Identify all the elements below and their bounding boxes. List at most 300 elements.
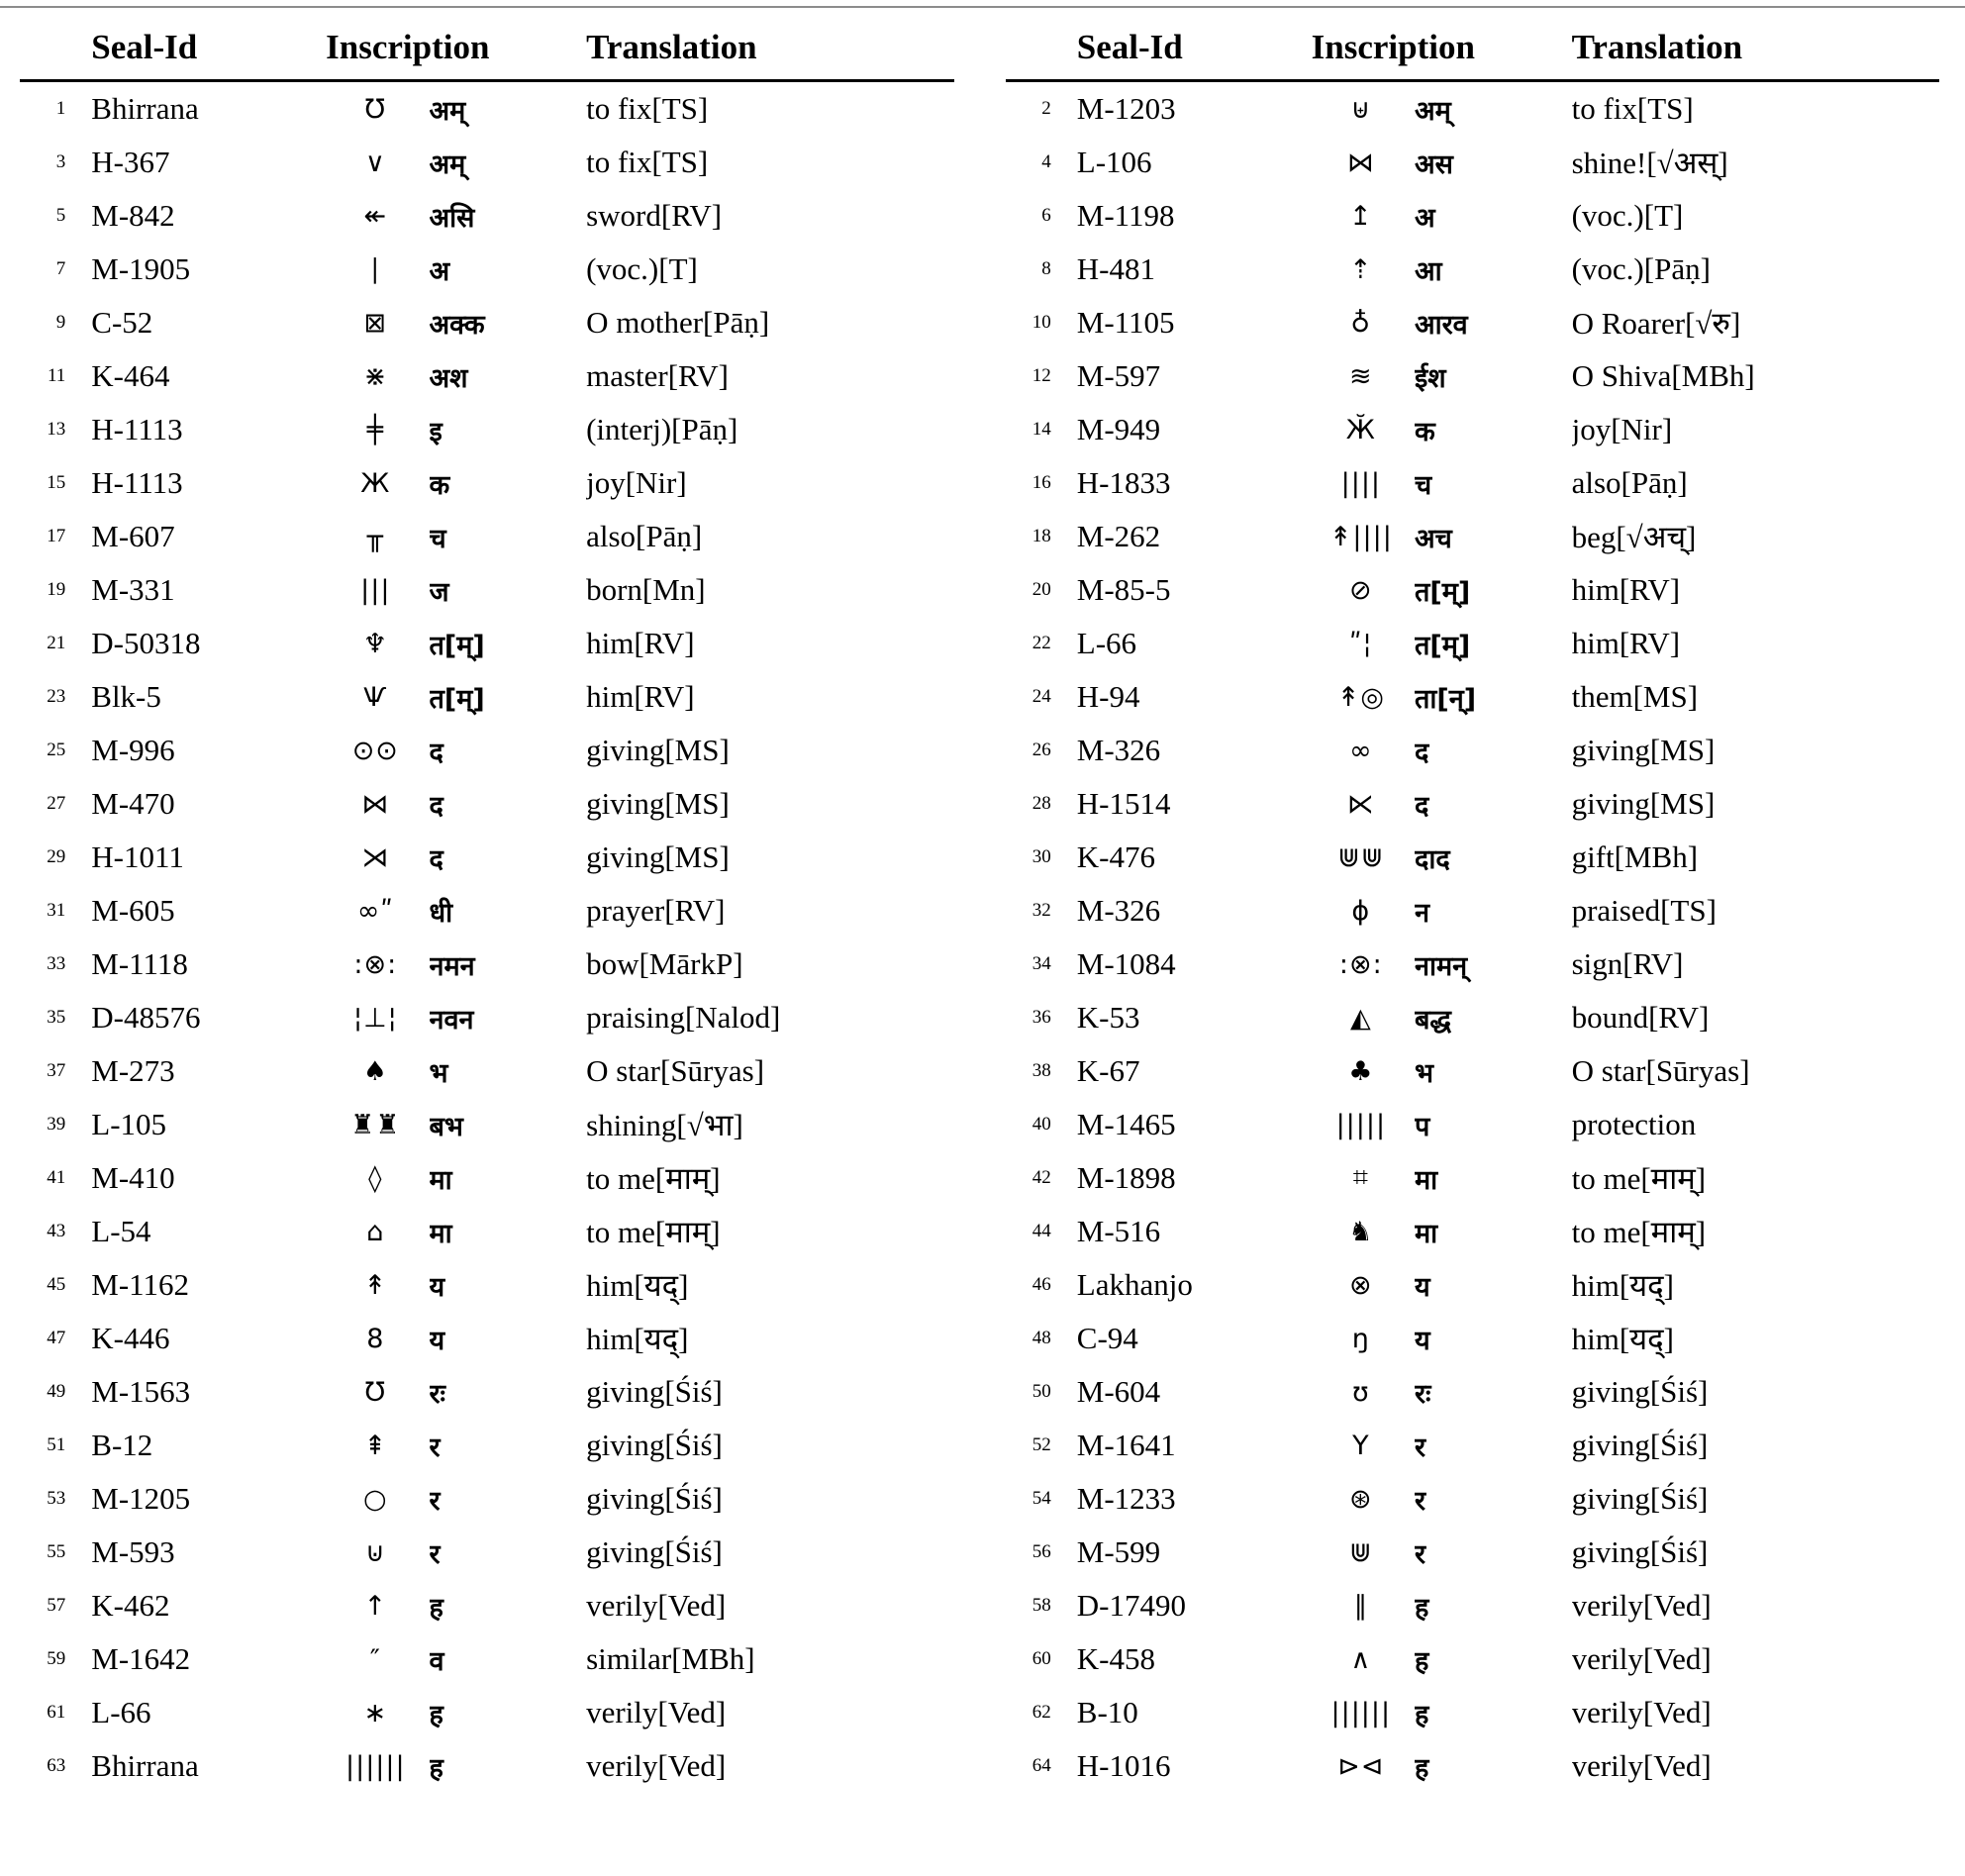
row-number: 32	[1032, 900, 1051, 921]
table-row	[1006, 617, 1940, 670]
seal-id: M-842	[91, 198, 175, 233]
seal-id: H-1833	[1076, 465, 1171, 500]
seal-id: M-1465	[1076, 1107, 1176, 1141]
table-row	[20, 938, 954, 991]
translation-text: him[यद्]	[586, 1322, 689, 1356]
translation-text: joy[Nir]	[1571, 412, 1673, 446]
translation-text: giving[Śiś]	[1571, 1534, 1709, 1569]
devanagari-reading: अस	[1415, 148, 1453, 180]
indus-inscription-glyph: ⊍	[364, 1536, 386, 1568]
indus-inscription-glyph: ⊙⊙	[351, 735, 399, 766]
row-number: 9	[55, 312, 66, 333]
table-row	[20, 777, 954, 831]
translation-text: (voc.)[T]	[1571, 198, 1684, 233]
seal-id: B-12	[91, 1428, 153, 1462]
row-number: 61	[47, 1702, 66, 1723]
seal-id: M-593	[91, 1534, 175, 1569]
indus-inscription-glyph: ↑	[363, 1590, 388, 1622]
seal-id: H-481	[1076, 251, 1155, 286]
seal-id: K-67	[1076, 1053, 1140, 1088]
translation-text: giving[Śiś]	[586, 1481, 723, 1516]
col-header-inscription: Inscription	[322, 14, 586, 81]
translation-text: (voc.)[Pāṇ]	[1571, 251, 1711, 286]
seal-id: H-1016	[1076, 1748, 1171, 1783]
devanagari-reading: च	[1415, 469, 1432, 501]
devanagari-reading: त[म्]	[429, 630, 485, 661]
devanagari-reading: त[म्]	[429, 683, 485, 715]
indus-inscription-glyph: ||||||	[1330, 1697, 1392, 1728]
translation-text: him[RV]	[1571, 626, 1681, 660]
seal-id: K-53	[1076, 1000, 1140, 1035]
table-row	[20, 991, 954, 1044]
devanagari-reading: त[म्]	[1415, 576, 1471, 608]
row-number: 1	[55, 98, 66, 119]
seal-id: M-599	[1076, 1534, 1161, 1569]
indus-inscription-glyph: ʊ	[1351, 1376, 1370, 1408]
table-row	[1006, 1739, 1940, 1793]
devanagari-reading: य	[1415, 1271, 1430, 1303]
indus-inscription-glyph: ♣	[1348, 1055, 1374, 1087]
seal-id: L-66	[91, 1695, 151, 1729]
translation-text: master[RV]	[586, 358, 729, 393]
indus-inscription-glyph: ϕ	[1351, 895, 1371, 927]
translation-text: him[RV]	[1571, 572, 1681, 607]
table-row	[1006, 1579, 1940, 1632]
table-row	[1006, 243, 1940, 296]
table-row	[1006, 1419, 1940, 1472]
seal-id: K-462	[91, 1588, 170, 1623]
devanagari-reading: व	[429, 1645, 444, 1677]
translation-text: them[MS]	[1571, 679, 1699, 714]
devanagari-reading: र	[429, 1432, 441, 1463]
devanagari-reading: भ	[1415, 1057, 1433, 1089]
devanagari-reading: ह	[429, 1699, 443, 1730]
devanagari-reading: र	[1415, 1432, 1426, 1463]
translation-text: similar[MBh]	[586, 1641, 755, 1676]
seal-id: M-273	[91, 1053, 175, 1088]
row-number: 8	[1041, 258, 1051, 279]
indus-inscription-glyph: ≋	[1349, 360, 1373, 392]
row-number: 33	[47, 953, 66, 974]
table-row	[20, 243, 954, 296]
indus-inscription-glyph: |||||	[1335, 1109, 1387, 1140]
seal-id: D-50318	[91, 626, 201, 660]
table-row	[20, 136, 954, 189]
devanagari-reading: नमन	[429, 950, 475, 982]
translation-text: (voc.)[T]	[586, 251, 698, 286]
indus-inscription-glyph: ⋓	[1349, 1536, 1373, 1568]
devanagari-reading: मा	[1415, 1164, 1438, 1196]
seal-id: M-1203	[1076, 91, 1176, 126]
devanagari-reading: रः	[1415, 1378, 1431, 1410]
devanagari-reading: क	[429, 469, 450, 501]
row-number: 3	[55, 151, 66, 172]
seal-id: M-1233	[1076, 1481, 1176, 1516]
seal-id: M-597	[1076, 358, 1161, 393]
row-number: 37	[47, 1060, 66, 1081]
indus-inscription-glyph: :⊗:	[1338, 948, 1383, 980]
row-number: 6	[1041, 205, 1051, 226]
row-number: 13	[47, 419, 66, 440]
devanagari-reading: अ	[1415, 202, 1435, 234]
translation-text: O star[Sūryas]	[1571, 1053, 1750, 1088]
indus-inscription-glyph: ↟◎	[1336, 681, 1385, 713]
devanagari-reading: य	[1415, 1325, 1430, 1356]
seal-id: H-1514	[1076, 786, 1171, 821]
indus-inscription-glyph: ¦⊥¦	[352, 1002, 398, 1034]
row-number: 50	[1032, 1381, 1051, 1402]
indus-inscription-glyph: ○	[363, 1483, 388, 1515]
seal-id: M-1198	[1076, 198, 1175, 233]
translation-text: giving[MS]	[586, 839, 730, 874]
translation-text: him[यद्]	[1571, 1268, 1674, 1303]
devanagari-reading: बद्ध	[1415, 1004, 1452, 1036]
translation-text: him[यद्]	[586, 1268, 689, 1303]
indus-inscription-glyph: ⇞	[363, 1430, 388, 1461]
table-row	[20, 1312, 954, 1365]
translation-text: giving[MS]	[586, 733, 730, 767]
row-number: 18	[1032, 526, 1051, 546]
table-row	[1006, 1526, 1940, 1579]
row-number: 20	[1032, 579, 1051, 600]
translation-text: verily[Ved]	[1571, 1588, 1712, 1623]
table-row	[1006, 81, 1940, 137]
indus-inscription-glyph: ⋇	[363, 360, 388, 392]
row-number: 36	[1032, 1007, 1051, 1028]
devanagari-reading: ह	[1415, 1645, 1429, 1677]
devanagari-reading: मा	[429, 1218, 452, 1249]
table-row	[1006, 1205, 1940, 1258]
row-number: 19	[47, 579, 66, 600]
table-row	[1006, 1044, 1940, 1098]
seal-id: M-607	[91, 519, 175, 553]
translation-text: to me[माम्]	[1571, 1161, 1707, 1196]
indus-inscription-glyph: ||||	[1340, 467, 1382, 499]
seal-id: M-1105	[1076, 305, 1175, 340]
translation-text: also[Pāṇ]	[586, 519, 703, 553]
devanagari-reading: अम्	[429, 95, 466, 127]
translation-text: sign[RV]	[1571, 946, 1684, 981]
translation-text: O mother[Pāṇ]	[586, 305, 770, 340]
indus-inscription-glyph: ↥	[1349, 200, 1373, 232]
table-row	[1006, 563, 1940, 617]
table-row	[1006, 1098, 1940, 1151]
row-number: 51	[47, 1434, 66, 1455]
row-number: 62	[1032, 1702, 1051, 1723]
indus-inscription-glyph: |||	[360, 574, 391, 606]
translation-text: beg[√अच्]	[1571, 520, 1697, 554]
seal-id: M-996	[91, 733, 175, 767]
indus-inscription-glyph: ⌂	[366, 1216, 385, 1247]
indus-inscription-glyph: ⇡	[1349, 253, 1373, 285]
seal-id: H-1113	[91, 412, 183, 446]
col-header-blank	[20, 14, 91, 81]
col-header-inscription: Inscription	[1308, 14, 1572, 81]
devanagari-reading: मा	[429, 1164, 452, 1196]
table-header-left	[20, 14, 954, 81]
devanagari-reading: नवन	[429, 1004, 474, 1036]
table-row	[20, 189, 954, 243]
row-number: 45	[47, 1274, 66, 1295]
translation-text: giving[Śiś]	[1571, 1481, 1709, 1516]
seal-id: M-326	[1076, 733, 1161, 767]
indus-inscription-glyph: ↟	[363, 1269, 388, 1301]
indus-inscription-glyph: 8	[366, 1323, 385, 1354]
translation-text: giving[MS]	[586, 786, 730, 821]
seal-id: M-1118	[91, 946, 188, 981]
indus-inscription-glyph: ♞	[1348, 1216, 1374, 1247]
devanagari-reading: न	[1415, 897, 1430, 929]
table-row	[1006, 938, 1940, 991]
translation-text: verily[Ved]	[1571, 1748, 1712, 1783]
row-number: 5	[55, 205, 66, 226]
table-row	[20, 349, 954, 403]
translation-text: giving[MS]	[1571, 786, 1716, 821]
translation-text: born[Mn]	[586, 572, 706, 607]
translation-text: verily[Ved]	[1571, 1641, 1712, 1676]
indus-inscription-glyph: ♁	[1350, 307, 1372, 339]
row-number: 11	[47, 365, 66, 386]
row-number: 41	[47, 1167, 66, 1188]
table-row	[20, 1044, 954, 1098]
indus-inscription-glyph: Ѱ	[363, 681, 388, 713]
seal-id: M-85-5	[1076, 572, 1171, 607]
table-row	[1006, 1258, 1940, 1312]
row-number: 30	[1032, 846, 1051, 867]
row-number: 17	[47, 526, 66, 546]
indus-inscription-glyph: ⋊	[361, 841, 390, 873]
devanagari-reading: र	[429, 1538, 441, 1570]
indus-inscription-glyph: ⋈	[361, 788, 390, 820]
translation-text: verily[Ved]	[1571, 1695, 1712, 1729]
devanagari-reading: इ	[429, 416, 442, 447]
devanagari-reading: द	[1415, 737, 1429, 768]
translation-text: verily[Ved]	[586, 1695, 727, 1729]
devanagari-reading: क	[1415, 416, 1435, 447]
col-header-blank	[1006, 14, 1077, 81]
seal-id: M-516	[1076, 1214, 1161, 1248]
devanagari-reading: अ	[429, 255, 450, 287]
indus-inscription-glyph: ╥	[366, 521, 384, 552]
devanagari-reading: र	[1415, 1538, 1426, 1570]
col-header-translation: Translation	[586, 14, 953, 81]
row-number: 4	[1041, 151, 1051, 172]
seal-id: M-1641	[1076, 1428, 1176, 1462]
devanagari-reading: य	[429, 1325, 445, 1356]
table-row	[20, 403, 954, 456]
devanagari-reading: द	[429, 737, 443, 768]
translation-text: to fix[TS]	[586, 145, 709, 179]
translation-text: protection	[1571, 1107, 1697, 1141]
table-row	[20, 1632, 954, 1686]
translation-text: to me[माम्]	[586, 1215, 721, 1249]
translation-text: giving[MS]	[1571, 733, 1716, 767]
seal-id: M-1905	[91, 251, 191, 286]
indus-inscription-glyph: Ӂ	[1345, 414, 1376, 445]
row-number: 55	[47, 1541, 66, 1562]
table-row	[1006, 777, 1940, 831]
row-number: 52	[1032, 1434, 1051, 1455]
indus-inscription-glyph: ↞	[363, 200, 388, 232]
indus-inscription-glyph: Ж	[360, 467, 391, 499]
seal-id: M-949	[1076, 412, 1161, 446]
devanagari-reading: ह	[1415, 1592, 1429, 1624]
indus-inscription-glyph: ↟||||	[1328, 521, 1393, 552]
indus-inscription-glyph: ∗	[363, 1697, 388, 1728]
translation-text: giving[Śiś]	[1571, 1428, 1709, 1462]
table-row	[1006, 1632, 1940, 1686]
table-row	[20, 1365, 954, 1419]
devanagari-reading: दाद	[1415, 843, 1450, 875]
translation-text: him[RV]	[586, 679, 695, 714]
devanagari-reading: ज	[429, 576, 449, 608]
translation-text: shining[√भा]	[586, 1108, 743, 1142]
row-number: 44	[1032, 1221, 1051, 1241]
indus-inscription-glyph: ⋉	[1346, 788, 1375, 820]
translation-text: verily[Ved]	[586, 1588, 727, 1623]
seal-id: B-10	[1076, 1695, 1138, 1729]
table-row	[20, 670, 954, 724]
seal-id: Bhirrana	[91, 1748, 199, 1783]
devanagari-reading: धी	[429, 897, 453, 929]
devanagari-reading: रः	[429, 1378, 446, 1410]
row-number: 31	[47, 900, 66, 921]
devanagari-reading: ह	[1415, 1699, 1429, 1730]
seal-id: D-48576	[91, 1000, 201, 1035]
table-row	[1006, 1686, 1940, 1739]
devanagari-reading: र	[429, 1485, 441, 1517]
devanagari-reading: अश	[429, 362, 468, 394]
seal-id: M-262	[1076, 519, 1161, 553]
devanagari-reading: असि	[429, 202, 475, 234]
translation-text: bound[RV]	[1571, 1000, 1710, 1035]
row-number: 14	[1032, 419, 1051, 440]
table-row	[20, 724, 954, 777]
translation-text: to fix[TS]	[1571, 91, 1694, 126]
row-number: 23	[47, 686, 66, 707]
translation-text: also[Pāṇ]	[1571, 465, 1688, 500]
table-row	[20, 1526, 954, 1579]
row-number: 63	[47, 1755, 66, 1776]
seal-id: M-470	[91, 786, 175, 821]
devanagari-reading: ता[न्]	[1415, 683, 1477, 715]
row-number: 28	[1032, 793, 1051, 814]
seal-id: H-1113	[91, 465, 183, 500]
indus-inscription-glyph: ⊗	[1349, 1269, 1373, 1301]
row-number: 58	[1032, 1595, 1051, 1616]
indus-inscription-glyph: ∞	[1349, 735, 1373, 766]
devanagari-reading: ह	[429, 1592, 443, 1624]
table-row	[20, 617, 954, 670]
seal-id: M-1084	[1076, 946, 1176, 981]
row-number: 53	[47, 1488, 66, 1509]
translation-text: O star[Sūryas]	[586, 1053, 765, 1088]
indus-inscription-glyph: :⊗:	[353, 948, 398, 980]
indus-inscription-glyph: ∞ʺ	[356, 895, 394, 927]
row-number: 22	[1032, 633, 1051, 653]
seal-id: M-1642	[91, 1641, 191, 1676]
col-header-seal-id: Seal-Id	[1077, 14, 1308, 81]
translation-text: to fix[TS]	[586, 91, 709, 126]
indus-inscription-glyph: ″	[369, 1643, 381, 1675]
seal-id: M-1162	[91, 1267, 190, 1302]
row-number: 47	[47, 1328, 66, 1348]
seal-tables-container	[0, 8, 1965, 1793]
devanagari-reading: आ	[1415, 255, 1442, 287]
table-row	[1006, 456, 1940, 510]
indus-inscription-glyph: ⋈	[1346, 147, 1375, 178]
seal-id: M-326	[1076, 893, 1161, 928]
translation-text: bow[MārkP]	[586, 946, 743, 981]
indus-inscription-glyph: ╪	[366, 414, 384, 445]
table-row	[1006, 991, 1940, 1044]
indus-inscription-glyph: ⊘	[1349, 574, 1373, 606]
devanagari-reading: ईश	[1415, 362, 1446, 394]
indus-inscription-glyph: ◭	[1349, 1002, 1372, 1034]
header-row	[1006, 14, 1940, 81]
translation-text: giving[Śiś]	[586, 1428, 723, 1462]
table-row	[20, 1098, 954, 1151]
indus-inscription-glyph: ∣	[368, 253, 383, 285]
seal-id: K-458	[1076, 1641, 1155, 1676]
table-row	[20, 510, 954, 563]
seal-id: C-94	[1076, 1321, 1138, 1355]
row-number: 56	[1032, 1541, 1051, 1562]
table-row	[20, 81, 954, 137]
translation-text: verily[Ved]	[586, 1748, 727, 1783]
indus-inscription-glyph: Ʊ	[364, 1376, 387, 1408]
row-number: 12	[1032, 365, 1051, 386]
indus-inscription-glyph: ∧	[1350, 1643, 1372, 1675]
table-row	[1006, 296, 1940, 349]
table-row	[20, 1419, 954, 1472]
seal-id: L-54	[91, 1214, 151, 1248]
seal-id: C-52	[91, 305, 153, 340]
seal-table-right	[1006, 14, 1940, 1793]
row-number: 21	[47, 633, 66, 653]
row-number: 48	[1032, 1328, 1051, 1348]
table-row	[1006, 1151, 1940, 1205]
seal-id: D-17490	[1076, 1588, 1186, 1623]
seal-id: H-1011	[91, 839, 184, 874]
indus-inscription-glyph: ∥	[1353, 1590, 1369, 1622]
row-number: 64	[1032, 1755, 1051, 1776]
row-number: 60	[1032, 1648, 1051, 1669]
row-number: 49	[47, 1381, 66, 1402]
table-row	[1006, 1472, 1940, 1526]
table-row	[20, 1205, 954, 1258]
devanagari-reading: भ	[429, 1057, 448, 1089]
table-row	[20, 1151, 954, 1205]
seal-id: L-66	[1076, 626, 1137, 660]
seal-table-left	[20, 14, 954, 1793]
seal-id: K-476	[1076, 839, 1155, 874]
table-row	[1006, 349, 1940, 403]
row-number: 15	[47, 472, 66, 493]
translation-text: gift[MBh]	[1571, 839, 1699, 874]
col-header-seal-id: Seal-Id	[91, 14, 322, 81]
table-row	[20, 563, 954, 617]
indus-inscription-glyph: ⊳⊲	[1337, 1750, 1385, 1782]
row-number: 43	[47, 1221, 66, 1241]
indus-inscription-glyph: ♠	[362, 1055, 388, 1087]
table-row	[20, 1472, 954, 1526]
row-number: 24	[1032, 686, 1051, 707]
row-number: 54	[1032, 1488, 1051, 1509]
col-header-translation: Translation	[1572, 14, 1939, 81]
translation-text: giving[Śiś]	[586, 1534, 723, 1569]
devanagari-reading: य	[429, 1271, 445, 1303]
